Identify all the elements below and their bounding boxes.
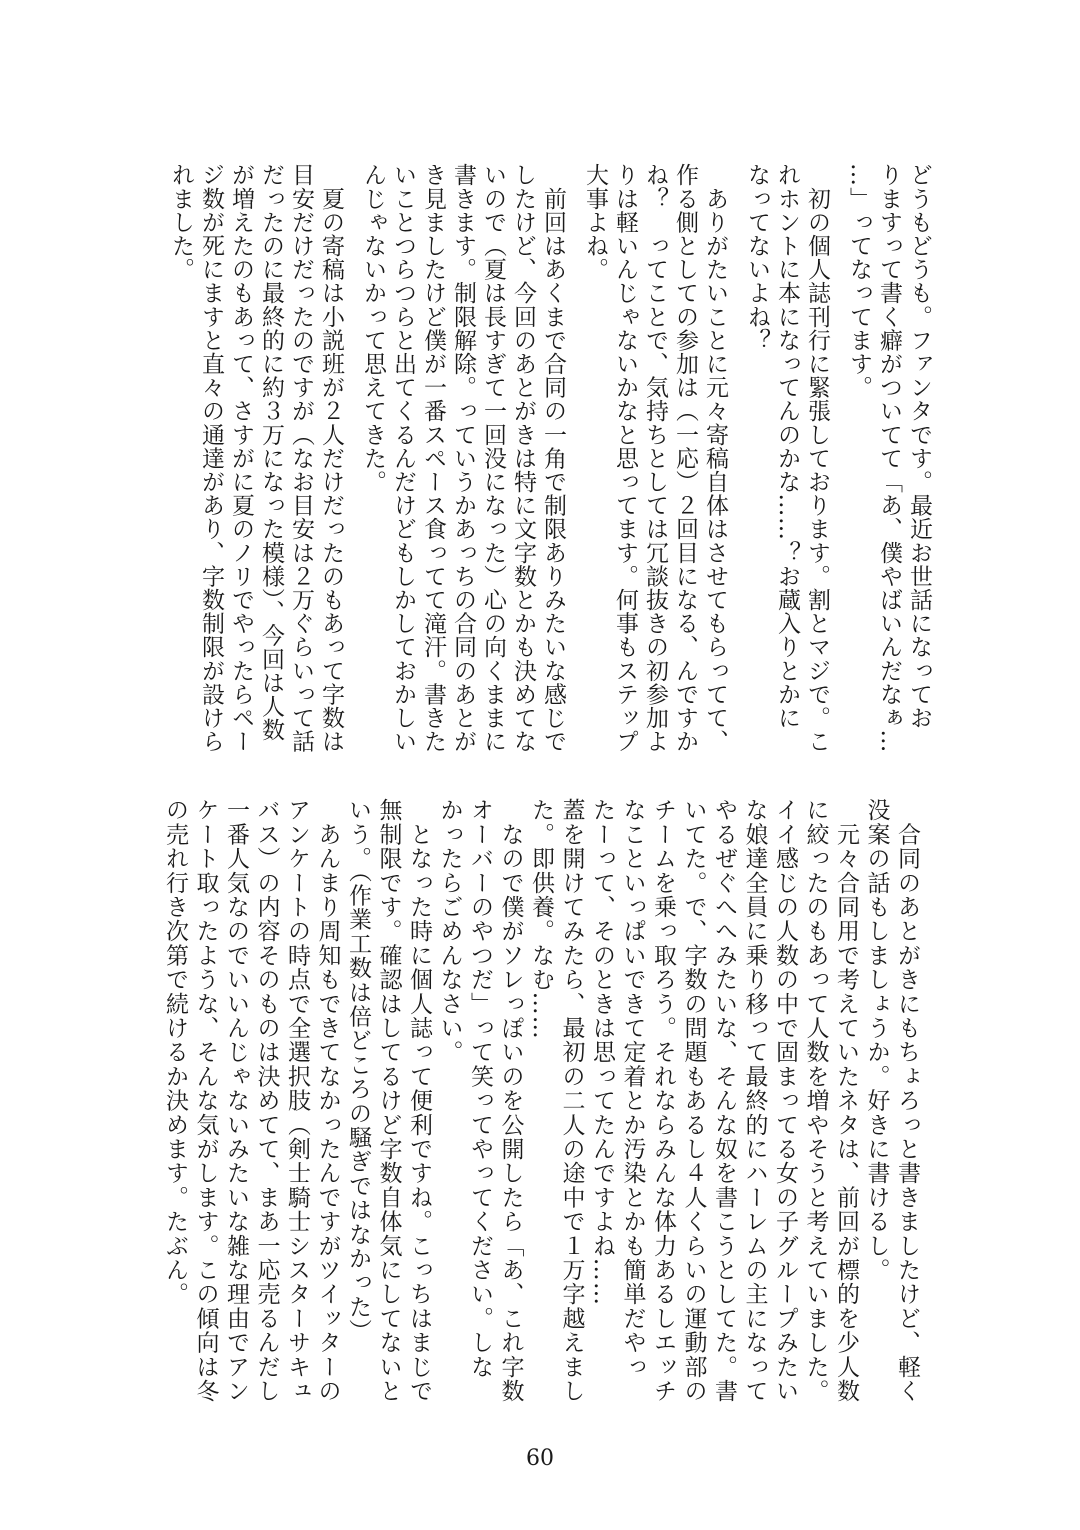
text-line: き見ましたけど僕が一番スペース食ってて滝汗。書きた <box>420 163 446 753</box>
text-line: に絞ったのもあって人数を増やそうと考えていました。 <box>802 798 829 1403</box>
text-line: ね？ ってことで、気持ちとしては冗談抜きの初参加よ <box>642 163 668 753</box>
page-number: 60 <box>526 1446 554 1471</box>
text-line: りは軽いんじゃないかなと思ってます。何事もステップ <box>612 163 638 753</box>
text-line: なこといっぱいできて定着とか汚染とかも簡単だやっ <box>619 798 646 1379</box>
text-line: れホントに本になってんのかな……？お蔵入りとかに <box>774 163 800 730</box>
text-line: 没案の話もしましょうか。好きに書けるし。 <box>863 798 890 1282</box>
text-line: だったのに最終的に約３万になった模様）、今回は人数 <box>258 163 284 742</box>
text-line: 大事よね。 <box>582 163 608 281</box>
text-line: イイ感じの人数の中で固まってる女の子グループみたい <box>772 798 798 1403</box>
text-line: いう。（作業工数は倍どころの騒ぎではなかった） <box>345 798 371 1344</box>
text-line: たーって、そのときは思ってたんですよね…… <box>589 798 615 1307</box>
text-line: 作る側としての参加は（一応）２回目になる、んですか <box>672 163 698 753</box>
paragraph <box>742 163 832 763</box>
text-line: オーバーのやつだ」って笑ってやってください。しな <box>467 798 493 1379</box>
text-line: りますって書く癖がついてて「あ、僕やばいんだなぁ… <box>876 163 902 753</box>
text-line: れました。 <box>168 163 194 281</box>
text-line: 夏の寄稿は小説班が２人だけだったのもあって字数は <box>318 163 344 753</box>
text-line: いので（夏は長すぎて一回没になった）心の向くままに <box>480 163 506 753</box>
text-line: したけど、今回のあとがきは特に文字数とかも決めてな <box>510 163 536 753</box>
text-line: なので僕がソレっぽいのを公開したら「あ、これ字数 <box>497 798 524 1403</box>
paragraph <box>160 798 343 1403</box>
text-line: バス）の内容そのものは決めてて、まあ一応売るんだし <box>253 798 280 1403</box>
text-line: 蓋を開けてみたら、最初の二人の途中で１万字越えまし <box>558 798 585 1403</box>
text-line: やるぜぐへへみたいな、そんな奴を書こうとしてた。書 <box>711 798 737 1403</box>
paragraph <box>861 798 922 1403</box>
text-line: 目安だけだったのですが（なお目安は２万ぐらいって話 <box>288 163 314 753</box>
text-line: チームを乗っ取ろう。それならみんな体力あるしエッチ <box>650 798 676 1403</box>
text-line: いことつらつらと出てくるんだけどもしかしておかしい <box>390 163 416 753</box>
text-line: ジ数が死にますと直々の通達があり、字数制限が設けら <box>198 163 224 753</box>
text-line: …」ってなってます。 <box>846 163 872 399</box>
paragraph <box>580 163 730 763</box>
text-line: な娘達全員に乗り移って最終的にハーレムの主になって <box>741 798 768 1403</box>
paragraph <box>358 163 568 763</box>
text-line: んじゃないかって思えてきた。 <box>360 163 386 494</box>
text-line: かったらごめんなさい。 <box>436 798 463 1065</box>
text-line: 一番人気なのでいいんじゃないみたいな雑な理由でアン <box>223 798 249 1403</box>
text-line: どうもどうも。ファンタです。最近お世話になってお <box>906 163 932 730</box>
paragraph <box>343 798 435 1403</box>
paragraph <box>844 163 934 763</box>
text-line: いてた。で、字数の問題もあるし４人くらいの運動部の <box>680 798 707 1403</box>
paragraph <box>526 798 862 1403</box>
text-line: た。即供養。なむ…… <box>528 798 554 1040</box>
text-line: アンケートの時点で全選択肢（剣士騎士シスターサキュ <box>284 798 310 1403</box>
paragraph <box>434 798 526 1403</box>
text-line: の売れ行き次第で続けるか決めます。たぶん。 <box>162 798 188 1307</box>
top-text-block <box>166 163 934 763</box>
text-line: 書きます。制限解除。っていうかあっちの合同のあとが <box>450 163 476 753</box>
text-line: 初の個人誌刊行に緊張しております。割とマジで。こ <box>804 163 830 753</box>
text-line: 前回はあくまで合同の一角で制限ありみたいな感じで <box>540 163 566 753</box>
text-line: が増えたのもあって、さすがに夏のノリでやったらペー <box>228 163 254 753</box>
text-line: あんまり周知もできてなかったんですがツイッターの <box>314 798 341 1403</box>
text-line: なってないよね？ <box>744 163 770 352</box>
text-line: ケート取ったような、そんな気がします。この傾向は冬 <box>192 798 219 1403</box>
bottom-text-block <box>160 798 923 1403</box>
paragraph <box>166 163 346 763</box>
text-line: 合同のあとがきにもちょろっと書きましたけど、軽く <box>894 798 920 1403</box>
text-line: 元々合同用で考えていたネタは、前回が標的を少人数 <box>833 798 859 1403</box>
text-line: 無制限です。確認はしてるけど字数自体気にしてないと <box>375 798 402 1403</box>
text-line: となった時に個人誌って便利ですね。こっちはまじで <box>406 798 432 1403</box>
text-line: ありがたいことに元々寄稿自体はさせてもらってて、 <box>702 163 728 753</box>
